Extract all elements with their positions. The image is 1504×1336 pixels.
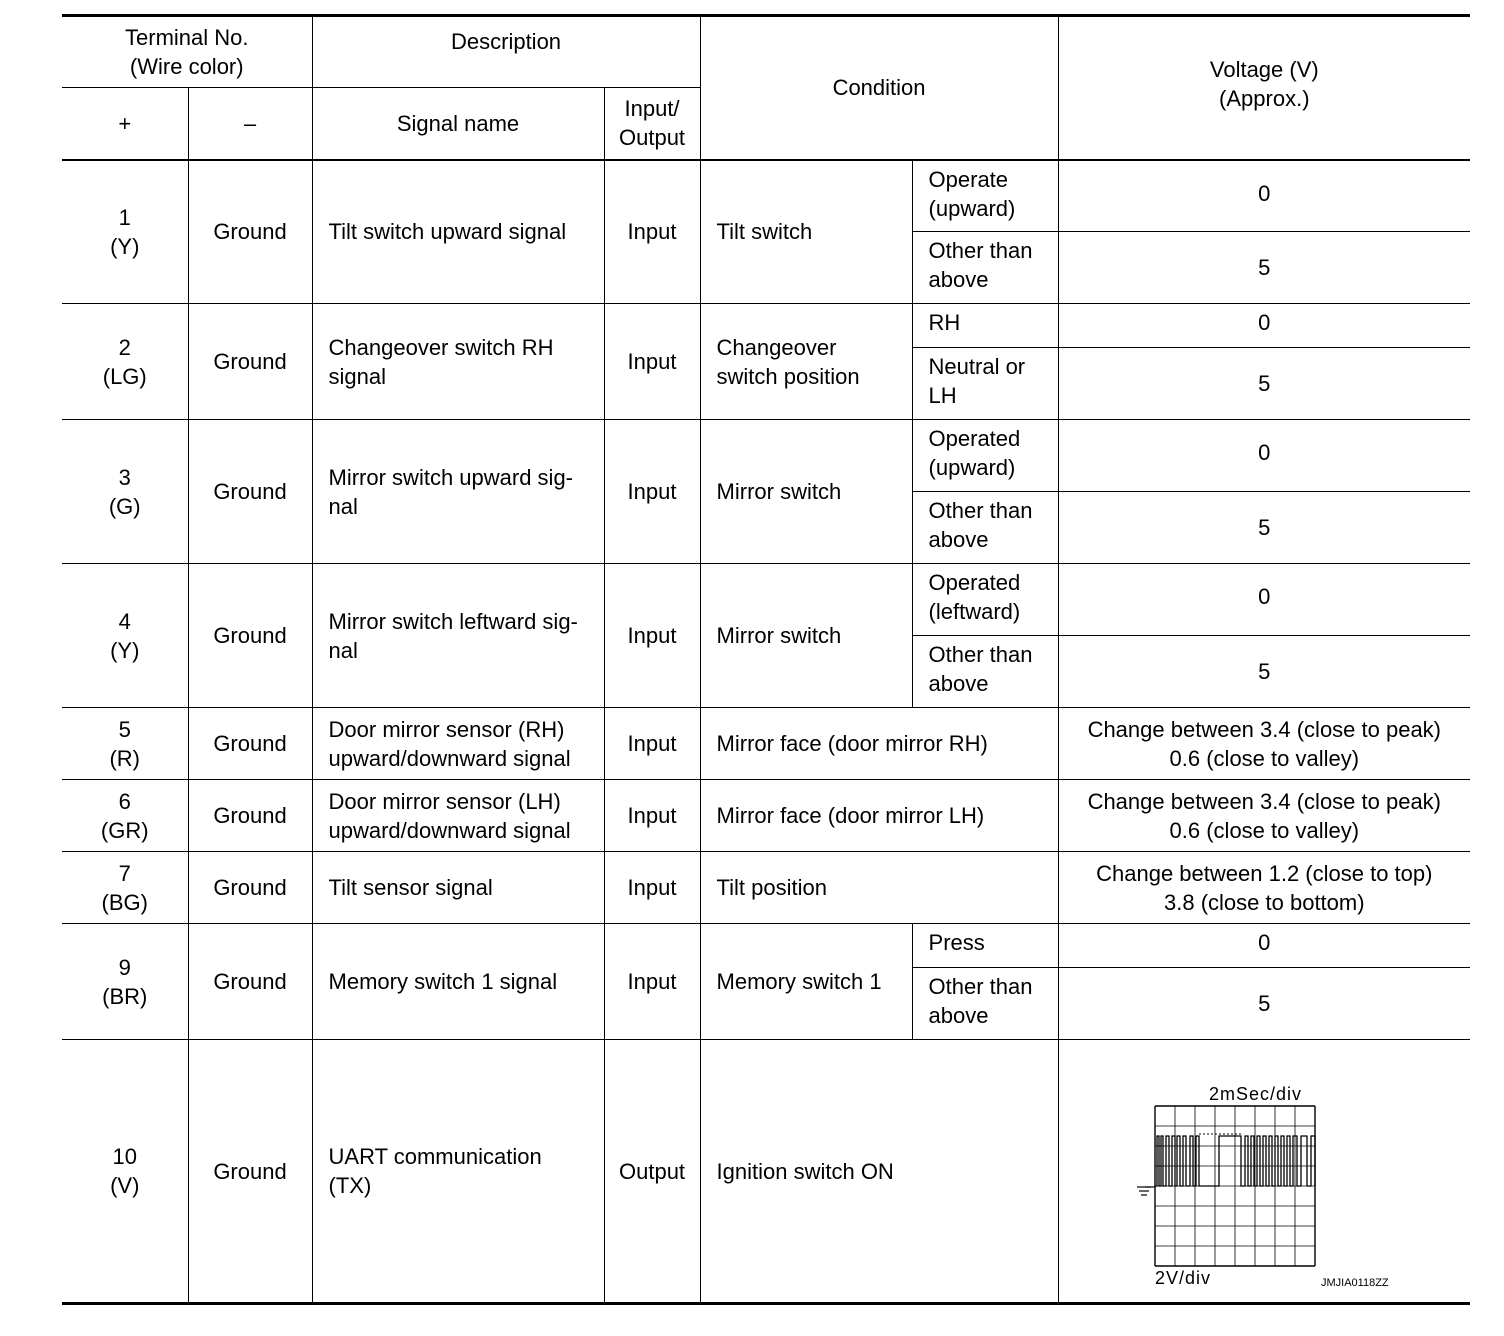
sub-condition-line: above xyxy=(928,1003,989,1028)
sub-condition-line: RH xyxy=(928,310,961,335)
wire-color: (GR) xyxy=(100,817,149,843)
signal-name-cell xyxy=(312,160,604,304)
signal-line: Memory switch 1 signal xyxy=(328,969,558,994)
sub-condition-line: above xyxy=(928,671,989,696)
volt-div-label: 2V/div xyxy=(1154,1268,1211,1288)
signal-name-cell xyxy=(312,564,604,708)
voltage-line: 3.8 (close to bottom) xyxy=(1164,889,1365,915)
condition-label: Condition xyxy=(832,75,926,101)
table-row xyxy=(62,924,1470,968)
signal-line: nal xyxy=(328,493,358,519)
signal-line: UART communication xyxy=(328,1144,542,1169)
condition-line: Tilt switch xyxy=(716,219,813,245)
terminal-number: 2 xyxy=(118,334,131,360)
condition-cell xyxy=(700,924,912,1040)
terminal-number: 5 xyxy=(118,716,131,742)
input-output-label-2: Output xyxy=(619,125,686,151)
waveform-chart xyxy=(1059,1040,1469,1302)
sub-condition-cell xyxy=(912,492,1058,564)
table-row xyxy=(62,160,1470,232)
voltage-line: Change between 1.2 (close to top) xyxy=(1096,860,1433,886)
terminal-number: 1 xyxy=(118,204,131,230)
condition-line: Mirror switch xyxy=(716,479,842,504)
terminal-number: 4 xyxy=(118,608,131,634)
voltage-cell xyxy=(1058,1040,1470,1304)
signal-name-header: Signal name xyxy=(312,88,604,160)
voltage-cell: 0 xyxy=(1058,160,1470,232)
terminal-number: 6 xyxy=(118,788,131,814)
io-cell: Input xyxy=(604,852,700,924)
signal-name-cell xyxy=(312,924,604,1040)
wire-color: (Y) xyxy=(110,233,140,259)
wire-color-label: (Wire color) xyxy=(129,54,244,79)
sub-condition-line: Operate xyxy=(928,166,1009,192)
figure-id-label: JMJIA0118ZZ xyxy=(1320,1277,1389,1289)
terminal-number: 3 xyxy=(118,464,131,490)
voltage-cell: 0 xyxy=(1058,564,1470,636)
condition-cell xyxy=(700,304,912,420)
terminal-cell xyxy=(62,708,188,780)
oscilloscope-figure xyxy=(1059,1040,1471,1302)
voltage-cell: 5 xyxy=(1058,492,1470,564)
wire-color: (Y) xyxy=(110,637,140,663)
table-row xyxy=(62,1040,1470,1304)
terminal-number: 7 xyxy=(118,860,131,886)
table-row xyxy=(62,852,1470,924)
condition-line: Mirror switch xyxy=(716,623,842,648)
terminal-no-label: Terminal No. xyxy=(125,25,249,50)
voltage-cell: 5 xyxy=(1058,636,1470,708)
terminal-cell xyxy=(62,564,188,708)
sub-condition-cell xyxy=(912,232,1058,304)
terminal-cell xyxy=(62,160,188,304)
wire-color: (G) xyxy=(108,493,141,519)
voltage-cell xyxy=(1058,852,1470,924)
signal-line: (TX) xyxy=(328,1173,372,1198)
sub-condition-cell xyxy=(912,564,1058,636)
terminal-number: 10 xyxy=(112,1144,137,1169)
time-div-label: 2mSec/div xyxy=(1208,1084,1302,1104)
table-row xyxy=(62,780,1470,852)
ground-symbol-icon xyxy=(1137,1187,1155,1195)
signal-name-cell xyxy=(312,1040,604,1304)
condition-cell xyxy=(700,852,1058,924)
sub-condition-line: Operated xyxy=(928,570,1021,595)
condition-line: Memory switch 1 xyxy=(716,969,882,994)
ground-cell: Ground xyxy=(188,1040,312,1304)
signal-name-cell xyxy=(312,420,604,564)
signal-line: Tilt switch upward signal xyxy=(328,219,567,245)
io-cell: Input xyxy=(604,564,700,708)
signal-line: nal xyxy=(328,637,358,663)
condition-line: Mirror face (door mirror LH) xyxy=(716,803,985,828)
condition-cell xyxy=(700,708,1058,780)
sub-condition-line: Other than xyxy=(928,238,1033,263)
ground-cell: Ground xyxy=(188,304,312,420)
voltage-cell: 0 xyxy=(1058,304,1470,348)
sub-condition-cell xyxy=(912,420,1058,492)
input-output-header xyxy=(604,88,700,160)
ground-cell: Ground xyxy=(188,924,312,1040)
table-row xyxy=(62,564,1470,636)
voltage-cell: 0 xyxy=(1058,924,1470,968)
voltage-line: 0.6 (close to valley) xyxy=(1169,817,1360,843)
voltage-cell: 5 xyxy=(1058,348,1470,420)
voltage-cell: 5 xyxy=(1058,968,1470,1040)
table-row xyxy=(62,304,1470,348)
signal-line: Mirror switch leftward sig- xyxy=(328,608,578,634)
terminal-cell xyxy=(62,852,188,924)
terminal-cell xyxy=(62,304,188,420)
sub-condition-line: Other than xyxy=(928,642,1033,667)
signal-name-cell xyxy=(312,708,604,780)
sub-condition-line: Operated xyxy=(928,426,1021,451)
sub-condition-line: LH xyxy=(928,383,957,408)
io-cell: Input xyxy=(604,708,700,780)
signal-line: Door mirror sensor (LH) xyxy=(328,788,561,814)
sub-condition-line: Neutral or xyxy=(928,354,1026,379)
voltage-label: Voltage (V) xyxy=(1209,57,1319,82)
voltage-cell xyxy=(1058,780,1470,852)
sub-condition-cell xyxy=(912,304,1058,348)
sub-condition-line: (leftward) xyxy=(928,599,1021,624)
signal-line: signal xyxy=(328,363,386,389)
terminal-number: 9 xyxy=(118,954,131,980)
condition-cell xyxy=(700,160,912,304)
sub-condition-cell xyxy=(912,924,1058,968)
plus-header: + xyxy=(62,88,188,160)
sub-condition-cell xyxy=(912,968,1058,1040)
io-cell: Input xyxy=(604,160,700,304)
signal-line: Tilt sensor signal xyxy=(328,875,493,900)
condition-line: Tilt position xyxy=(716,875,827,900)
signal-line: Changeover switch RH xyxy=(328,334,554,360)
condition-cell xyxy=(700,1040,1058,1304)
minus-header: – xyxy=(188,88,312,160)
sub-condition-cell xyxy=(912,348,1058,420)
voltage-header xyxy=(1058,16,1470,160)
ground-cell: Ground xyxy=(188,160,312,304)
sub-condition-line: Other than xyxy=(928,974,1033,999)
io-cell: Input xyxy=(604,780,700,852)
signal-name-cell xyxy=(312,304,604,420)
wire-color: (V) xyxy=(110,1173,140,1198)
description-label: Description xyxy=(451,28,562,54)
ground-cell: Ground xyxy=(188,708,312,780)
input-output-label-1: Input/ xyxy=(624,96,680,122)
sub-condition-line: Other than xyxy=(928,498,1033,523)
terminal-cell xyxy=(62,1040,188,1304)
ground-cell: Ground xyxy=(188,420,312,564)
condition-line: Changeover xyxy=(716,334,837,360)
condition-line: switch position xyxy=(716,363,860,389)
io-cell: Input xyxy=(604,304,700,420)
sub-condition-line: above xyxy=(928,527,989,552)
sub-condition-line: Press xyxy=(928,930,985,955)
sub-condition-cell xyxy=(912,160,1058,232)
io-cell: Output xyxy=(604,1040,700,1304)
wire-color: (LG) xyxy=(102,363,147,389)
ground-cell: Ground xyxy=(188,780,312,852)
ground-cell: Ground xyxy=(188,564,312,708)
voltage-cell: 0 xyxy=(1058,420,1470,492)
voltage-line: Change between 3.4 (close to peak) xyxy=(1087,788,1442,814)
table-row xyxy=(62,420,1470,492)
table-row xyxy=(62,708,1470,780)
terminal-no-header xyxy=(62,16,312,88)
io-cell: Input xyxy=(604,420,700,564)
ground-cell: Ground xyxy=(188,852,312,924)
sub-condition-line: above xyxy=(928,267,989,292)
wire-color: (R) xyxy=(109,745,141,771)
voltage-line: 0.6 (close to valley) xyxy=(1169,745,1360,771)
signal-line: Mirror switch upward sig- xyxy=(328,464,574,490)
signal-name-cell xyxy=(312,780,604,852)
wire-color: (BR) xyxy=(102,983,148,1009)
condition-cell xyxy=(700,420,912,564)
signal-line: upward/downward signal xyxy=(328,817,571,843)
signal-line: upward/downward signal xyxy=(328,745,571,771)
voltage-cell: 5 xyxy=(1058,232,1470,304)
condition-line: Ignition switch ON xyxy=(716,1158,894,1184)
description-header xyxy=(312,16,700,88)
approx-label: (Approx.) xyxy=(1219,86,1310,111)
sub-condition-line: (upward) xyxy=(928,195,1016,221)
sub-condition-line: (upward) xyxy=(928,455,1016,480)
voltage-cell xyxy=(1058,708,1470,780)
condition-line: Mirror face (door mirror RH) xyxy=(716,731,988,756)
condition-header xyxy=(700,16,1058,160)
sub-condition-cell xyxy=(912,636,1058,708)
terminal-cell xyxy=(62,420,188,564)
voltage-line: Change between 3.4 (close to peak) xyxy=(1087,716,1442,742)
condition-cell xyxy=(700,564,912,708)
signal-name-cell xyxy=(312,852,604,924)
terminal-table xyxy=(62,14,1470,1305)
terminal-cell xyxy=(62,780,188,852)
signal-line: Door mirror sensor (RH) xyxy=(328,716,565,742)
wire-color: (BG) xyxy=(101,889,148,915)
condition-cell xyxy=(700,780,1058,852)
io-cell: Input xyxy=(604,924,700,1040)
terminal-cell xyxy=(62,924,188,1040)
